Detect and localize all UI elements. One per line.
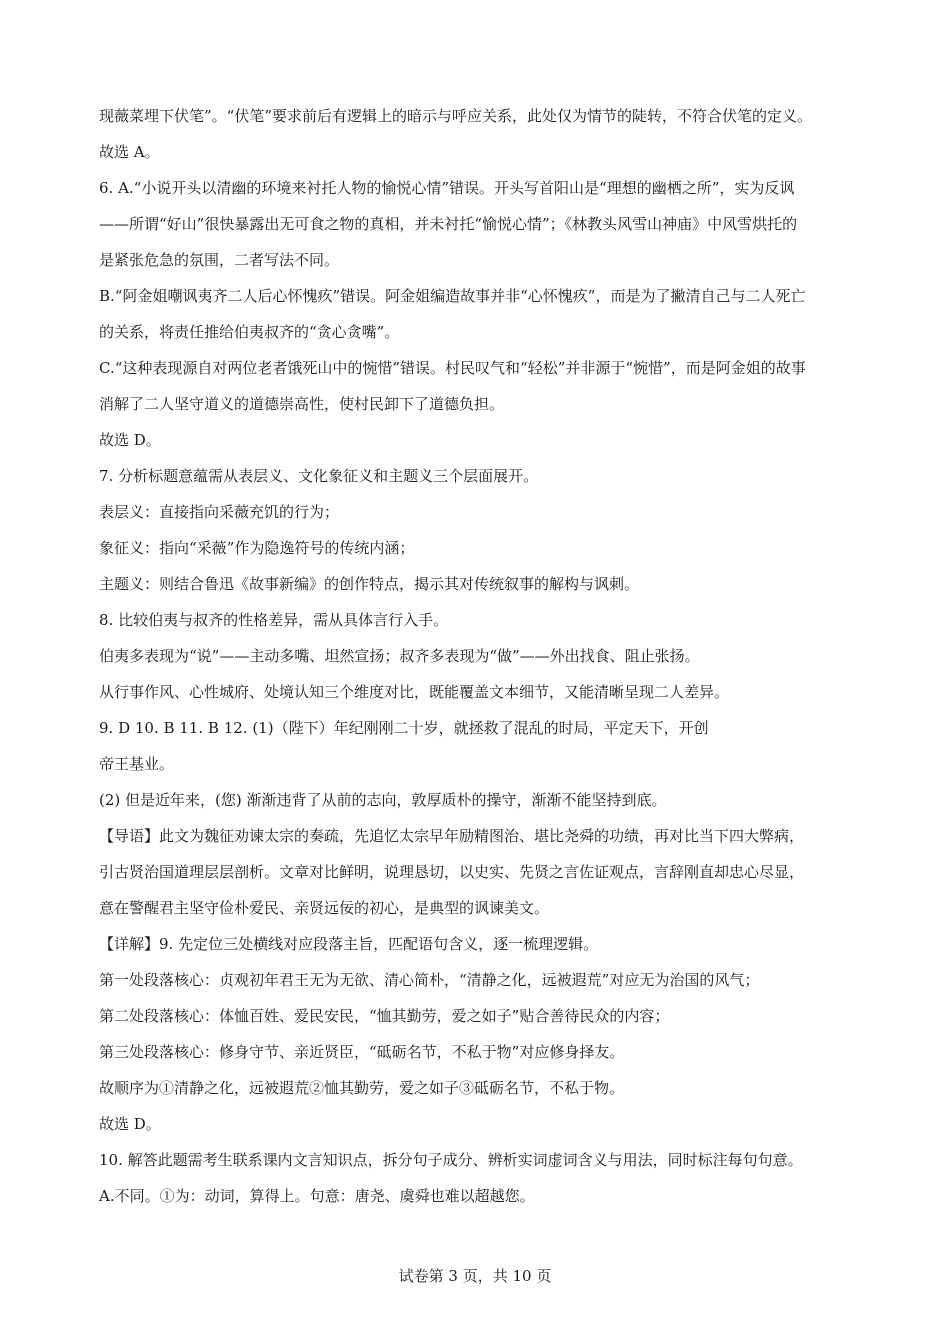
text-line: 第三处段落核心：修身守节、亲近贤臣，“砥砺名节，不私于物”对应修身择友。 (99, 1043, 625, 1061)
text-line: 伯夷多表现为“说”——主动多嘴、坦然宣扬；叔齐多表现为“做”——外出找食、阻止张扬。 (99, 647, 700, 665)
text-line: 是紧张危急的氛围，二者写法不同。 (99, 251, 340, 269)
text-line: B.“阿金姐嘲讽夷齐二人后心怀愧疚”错误。阿金姐编造故事并非“心怀愧疚”，而是为了撇清自己与二人死亡 (99, 287, 806, 305)
text-line: 意在警醒君主坚守俭朴爱民、亲贤远佞的初心，是典型的讽谏美文。 (99, 899, 550, 917)
text-line: 第二处段落核心：体恤百姓、爱民安民，“恤其勤劳，爱之如子”贴合善待民众的内容； (99, 1007, 670, 1025)
text-line: C.“这种表现源自对两位老者饿死山中的惋惜”错误。村民叹气和“轻松”并非源于“惋惜”，而是阿金姐的故事 (99, 359, 806, 377)
text-line: A.不同。①为：动词，算得上。句意：唐尧、虞舜也难以超越您。 (99, 1187, 535, 1205)
text-line: ——所谓“好山”很快暴露出无可食之物的真相，并未衬托“愉悦心情”；《林教头风雪山神庙》中风雪烘托的 (99, 215, 798, 233)
page-body (99, 98, 861, 1214)
text-line: 【详解】9. 先定位三处横线对应段落主旨，匹配语句含义，逐一梳理逻辑。 (99, 935, 599, 953)
text-line: 8. 比较伯夷与叔齐的性格差异，需从具体言行入手。 (99, 611, 449, 629)
text-line: 从行事作风、心性城府、处境认知三个维度对比，既能覆盖文本细节，又能清晰呈现二人差异。 (99, 683, 730, 701)
text-line: 主题义：则结合鲁迅《故事新编》的创作特点，揭示其对传统叙事的解构与讽刺。 (99, 575, 640, 593)
text-line: (2) 但是近年来，(您) 渐渐违背了从前的志向，敦厚质朴的操守，渐渐不能坚持到底。 (99, 791, 667, 809)
text-line: 6. A.“小说开头以清幽的环境来衬托人物的愉悦心情”错误。开头写首阳山是“理想的幽栖之所”，实为反讽 (99, 179, 795, 197)
text-line: 的关系，将责任推给伯夷叔齐的“贪心贪嘴”。 (99, 323, 400, 341)
text-line: 故选 A。 (99, 143, 160, 161)
text-line: 7. 分析标题意蕴需从表层义、文化象征义和主题义三个层面展开。 (99, 467, 539, 485)
text-line: 9. D 10. B 11. B 12. (1)（陛下）年纪刚刚二十岁，就拯救了混乱的时局，平定天下，开创 (99, 719, 709, 737)
text-line: 帝王基业。 (99, 755, 175, 773)
text-line: 表层义：直接指向采薇充饥的行为； (99, 503, 340, 521)
text-line: 【导语】此文为魏征劝谏太宗的奏疏，先追忆太宗早年励精图治、堪比尧舜的功绩，再对比当下四大弊病， (99, 827, 805, 845)
text-line: 第一处段落核心：贞观初年君王无为无欲、清心简朴，“清静之化，远被遐荒”对应无为治国的风气； (99, 971, 760, 989)
text-line: 故选 D。 (99, 431, 161, 449)
text-line: 引古贤治国道理层层剖析。文章对比鲜明，说理恳切，以史实、先贤之言佐证观点，言辞刚直却忠心尽显， (99, 863, 805, 881)
text-line: 故顺序为①清静之化，远被遐荒②恤其勤劳，爱之如子③砥砺名节，不私于物。 (99, 1079, 625, 1097)
text-line: 现薇菜埋下伏笔”。“伏笔”要求前后有逻辑上的暗示与呼应关系，此处仅为情节的陡转，不符合伏笔的定义。 (99, 107, 813, 125)
text-line: 象征义：指向“采薇”作为隐逸符号的传统内涵； (99, 539, 415, 557)
text-line: 故选 D。 (99, 1115, 161, 1133)
text-line: 消解了二人坚守道义的道德崇高性，使村民卸下了道德负担。 (99, 395, 505, 413)
page-footer: 试卷第 3 页，共 10 页 (398, 1267, 552, 1285)
text-line: 10. 解答此题需考生联系课内文言知识点，拆分句子成分、辨析实词虚词含义与用法，同时标注每句句意。 (99, 1151, 803, 1169)
